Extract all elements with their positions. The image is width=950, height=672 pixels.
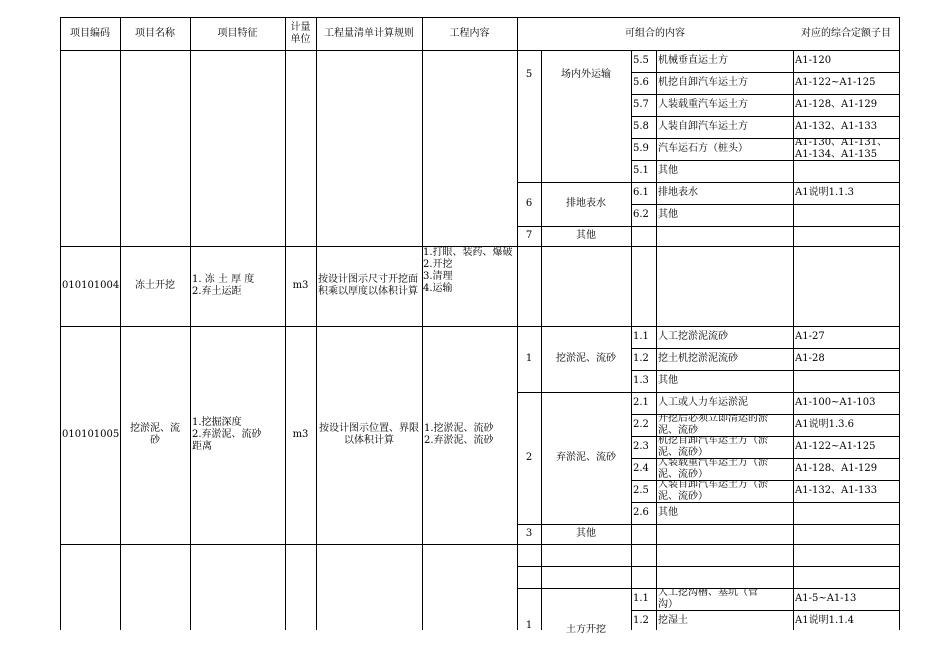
item-text: 人工或人力车运淤泥	[658, 397, 748, 408]
item-text: 其他	[658, 165, 678, 176]
item-text: 汽车运石方（桩头）	[658, 143, 748, 154]
item-no: 5.1	[633, 165, 649, 176]
item-no: 6.2	[633, 209, 649, 220]
item-rule: 按设计图示尺寸开挖面积乘以厚度以体积计算	[318, 274, 418, 297]
item-text: 机挖自卸汽车运土方	[658, 77, 748, 88]
group-name: 其他	[576, 230, 596, 241]
item-no: 1.3	[633, 375, 649, 386]
item-quota: A1-120	[795, 55, 832, 66]
item-text: 人工挖沟槽、基坑（管 沟）	[658, 588, 758, 610]
item-no: 2.3	[633, 441, 649, 452]
item-quota: A1-122~A1-125	[795, 441, 876, 452]
col-divider	[656, 50, 657, 630]
item-quota: A1-100~A1-103	[795, 397, 876, 408]
item-name: 挖淤泥、流 砂	[130, 423, 180, 446]
item-text: 机械垂直运土方	[658, 55, 728, 66]
item-no: 5.5	[633, 55, 649, 66]
item-no: 2.4	[633, 463, 649, 474]
item-text: 机挖自卸汽车运土方（淤 泥、流砂）	[658, 436, 768, 458]
item-feature: 1.挖掘深度 2.弃淤泥、流砂 距离	[192, 417, 262, 452]
item-text: 挖湿土	[658, 615, 688, 626]
group-num: 3	[525, 528, 533, 539]
item-unit: m3	[292, 429, 309, 440]
group-name: 挖淤泥、流砂	[556, 353, 616, 364]
group-name: 其他	[576, 528, 596, 539]
header-combinable: 可组合的内容	[625, 27, 685, 39]
row-rule	[631, 610, 900, 611]
item-quota: A1-130、A1-131、 A1-134、A1-135	[795, 138, 888, 160]
header-content: 工程内容	[449, 27, 490, 39]
item-quota	[795, 204, 897, 226]
group-num: 2	[525, 452, 533, 463]
item-no: 2.2	[633, 419, 649, 430]
col-divider	[631, 50, 632, 630]
group-name: 土方开挖	[566, 624, 606, 635]
item-code: 010101004	[62, 280, 120, 291]
item-rule: 按设计图示位置、界限以体积计算	[319, 423, 419, 446]
item-text: 其他	[658, 209, 678, 220]
item-no: 5.6	[633, 77, 649, 88]
item-text: 人装自卸汽车运土方（淤 泥、流砂）	[658, 480, 768, 502]
group-num: 5	[525, 69, 533, 80]
item-text: 人装载重汽车运土方	[658, 99, 748, 110]
item-code: 010101005	[62, 429, 120, 440]
item-no: 1.2	[633, 615, 649, 626]
item-quota	[795, 502, 897, 524]
header-name: 项目名称	[135, 27, 175, 39]
item-quota: A1-132、A1-133	[795, 485, 878, 496]
item-quota: A1说明1.1.4	[795, 615, 855, 626]
item-content: 1.挖淤泥、流砂 2.弃淤泥、流砂	[424, 423, 494, 446]
item-text: 其他	[658, 375, 678, 386]
item-text: 人装自卸汽车运土方	[658, 121, 748, 132]
item-feature: 1. 冻 土 厚 度 2.弃土运距	[192, 274, 255, 297]
item-quota: A1-122~A1-125	[795, 77, 876, 88]
col-divider	[60, 17, 61, 630]
item-quota: A1-128、A1-129	[795, 99, 878, 110]
item-no: 2.5	[633, 485, 649, 496]
group-num: 7	[525, 230, 533, 241]
item-unit: m3	[292, 280, 309, 291]
item-text: 挖土机挖淤泥流砂	[658, 353, 738, 364]
block-rule	[60, 544, 900, 545]
header-feature: 项目特征	[217, 27, 258, 39]
item-no: 5.7	[633, 99, 649, 110]
item-no: 6.1	[633, 187, 649, 198]
item-text: 其他	[658, 507, 678, 518]
item-quota: A1-128、A1-129	[795, 463, 878, 474]
group-name: 弃淤泥、流砂	[556, 452, 616, 463]
item-no: 1.1	[633, 593, 649, 604]
item-quota: A1说明1.1.3	[795, 187, 855, 198]
item-quota: A1-27	[795, 331, 825, 342]
item-quota: A1-28	[795, 353, 825, 364]
item-content: 1.打眼、装药、爆破 2.开挖 3.清理 4.运输	[423, 247, 513, 294]
col-divider	[316, 17, 317, 630]
header-code: 项目编码	[70, 27, 110, 39]
item-text: 人装载重汽车运土方（淤 泥、流砂）	[658, 458, 768, 480]
header-rule: 工程量清单计算规则	[324, 27, 414, 39]
col-divider	[793, 50, 794, 630]
item-text: 排地表水	[658, 187, 698, 198]
group-num: 1	[525, 620, 533, 631]
item-quota: A1-5~A1-13	[795, 593, 857, 604]
row-rule	[517, 566, 900, 567]
header-quota: 对应的综合定额子目	[801, 27, 891, 39]
group-num: 6	[525, 198, 533, 209]
item-no: 2.1	[633, 397, 649, 408]
item-name: 冻土开挖	[135, 280, 175, 291]
item-no: 1.2	[633, 353, 649, 364]
item-text: 人工挖淤泥流砂	[658, 331, 728, 342]
item-no: 5.8	[633, 121, 649, 132]
group-name: 场内外运输	[561, 69, 611, 80]
group-name: 排地表水	[566, 198, 606, 209]
item-quota	[795, 370, 897, 392]
group-num: 1	[525, 353, 533, 364]
col-divider	[190, 17, 191, 630]
item-no: 1.1	[633, 331, 649, 342]
header-unit: 计量 单位	[290, 21, 311, 45]
item-no: 5.9	[633, 143, 649, 154]
item-text: 开挖后必须立即清运的淤 泥、流砂	[658, 414, 768, 436]
col-divider	[899, 17, 900, 630]
item-no: 2.6	[633, 507, 649, 518]
item-quota: A1说明1.3.6	[795, 419, 855, 430]
item-quota	[795, 160, 897, 182]
item-quota: A1-132、A1-133	[795, 121, 878, 132]
